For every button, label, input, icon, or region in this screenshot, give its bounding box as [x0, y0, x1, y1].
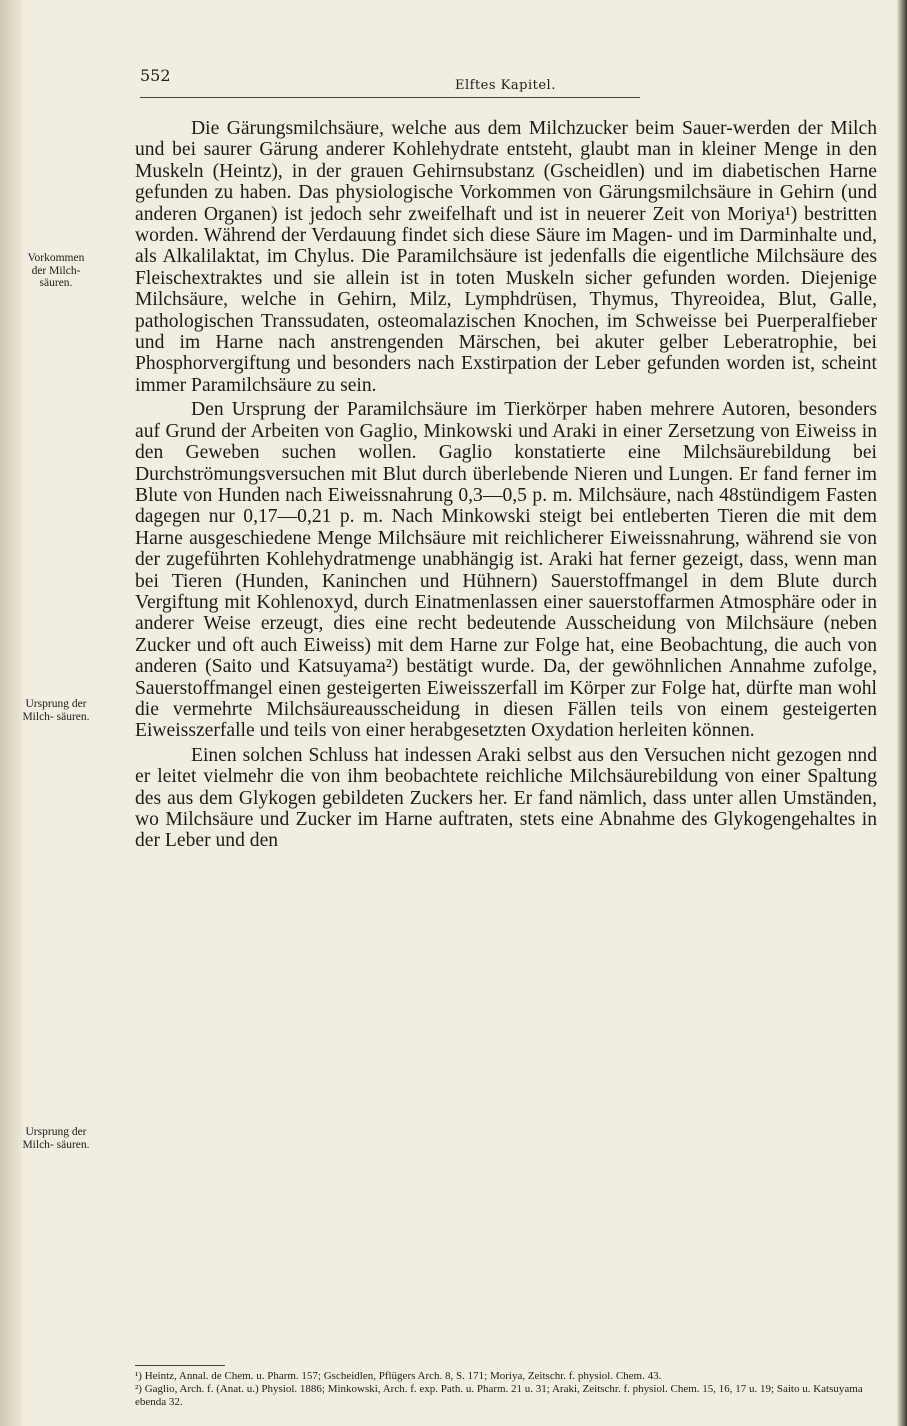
- margin-note-vorkommen: Vorkommen der Milch- säuren.: [27, 252, 85, 289]
- paragraph-3: Einen solchen Schluss hat indessen Araki selbst aus den Versuchen nicht gezogen nnd er leitet vielmehr die von ihm beobachtete reichliche Milchsäurebildung von einer Spaltung des aus dem Glykogen gebildeten Zuckers her. Er fand nämlich, dass unter allen Umständen, wo Milchsäure und Zucker im Harne auftraten, stets eine Abnahme des Glykogengehaltes in der Leber und den: [135, 744, 877, 852]
- footnote-1: ¹) Heintz, Annal. de Chem. u. Pharm. 157; Gscheidlen, Pflügers Arch. 8, S. 171; Moriya, Zeitschr. f. physiol. Chem. 43.: [135, 1370, 662, 1382]
- margin-note-ursprung-2: Ursprung der Milch- säuren.: [22, 1126, 90, 1151]
- page-number: 552: [140, 66, 171, 85]
- page-edge-shadow: [897, 0, 907, 1426]
- margin-note-ursprung-1: Ursprung der Milch- säuren.: [22, 698, 90, 723]
- page-spine-shadow: [0, 0, 22, 1426]
- body-text: [135, 118, 877, 852]
- paragraph-2: Den Ursprung der Paramilchsäure im Tierkörper haben mehrere Autoren, besonders auf Grund der Arbeiten von Gaglio, Minkowski und Araki in einer Zersetzung von Eiweiss in den Geweben suchen wollen. Gaglio konstatierte eine Milchsäurebildung bei Durchströmungsversuchen mit Blut durch überlebende Nieren und Lungen. Er fand ferner im Blute von Hunden nach Eiweissnahrung 0,3—0,5 p. m. Milchsäure, nach 48stündigem Fasten dagegen nur 0,17—0,21 p. m. Nach Minkowski steigt bei entleberten Tieren die mit dem Harne ausgeschiedene Menge Milchsäure mit reichlicherer Eiweissnahrung, während sie von der zugeführten Kohlehydratmenge unabhängig ist. Araki hat ferner gezeigt, dass, wenn man bei Tieren (Hunden, Kaninchen und Hühnern) Sauerstoffmangel in dem Blute durch Vergiftung mit Kohlenoxyd, durch Einatmenlassen einer sauerstoffarmen Atmosphäre oder in anderer Weise erzeugt, dies eine recht bedeutende Ausscheidung von Milchsäure (neben Zucker und oft auch Eiweiss) mit dem Harne zur Folge hat, eine Beobachtung, die auch von anderen (Saito und Katsuyama²) bestätigt wurde. Da, der gewöhnlichen Annahme zufolge, Sauerstoffmangel einen gesteigerten Eiweisszerfall im Körper zur Folge hat, dürfte man wohl die vermehrte Milchsäureausscheidung in diesen Fällen teils von einem gesteigerten Eiweisszerfalle und teils von einer herabgesetzten Oxydation herleiten können.: [135, 399, 877, 742]
- footnotes: [135, 1370, 877, 1409]
- footnote-2: ²) Gaglio, Arch. f. (Anat. u.) Physiol. 1886; Minkowski, Arch. f. exp. Path. u. Pharm. 21 u. 31; Araki, Zeitschr. f. physiol. Chem. 15, 16, 17 u. 19; Saito u. Katsuyama ebenda 32.: [135, 1383, 863, 1408]
- running-title: Elftes Kapitel.: [455, 78, 556, 93]
- footnote-rule: [135, 1365, 225, 1366]
- header-rule: [140, 97, 640, 98]
- paragraph-1: Die Gärungsmilchsäure, welche aus dem Milchzucker beim Sauer-werden der Milch und bei saurer Gärung anderer Kohlehydrate entsteht, glaubt man in kleiner Menge in den Muskeln (Heintz), in der grauen Gehirnsubstanz (Gscheidlen) und im diabetischen Harne gefunden zu haben. Das physiologische Vorkommen von Gärungsmilchsäure in Gehirn (und anderen Organen) ist jedoch sehr zweifelhaft und ist in neuerer Zeit von Moriya¹) bestritten worden. Während der Verdauung findet sich diese Säure im Magen- und im Darminhalte und, als Alkalilaktat, im Chylus. Die Paramilchsäure ist jedenfalls die eigentliche Milchsäure des Fleischextraktes und sie allein ist in toten Muskeln sicher gefunden worden. Diejenige Milchsäure, welche in Gehirn, Milz, Lymphdrüsen, Thymus, Thyreoidea, Blut, Galle, pathologischen Transsudaten, osteomalazischen Knochen, im Schweisse bei Puerperalfieber und im Harne nach anstrengenden Märschen, bei akuter gelber Leberatrophie, bei Phosphorvergiftung und besonders nach Exstirpation der Leber gefunden worden ist, scheint immer Paramilchsäure zu sein.: [135, 118, 877, 396]
